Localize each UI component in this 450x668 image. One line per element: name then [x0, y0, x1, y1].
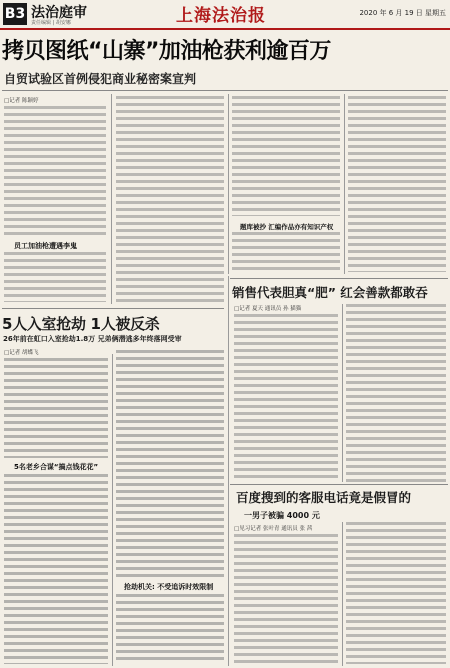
lead-subhead: 员工加油枪遭遇李鬼 — [14, 242, 77, 250]
lead-column-4 — [348, 96, 446, 272]
story-two-subheadline: 26年前在虹口入室抢劫1.8万 兄弟俩潜逃多年终落网受审 — [3, 335, 182, 343]
story-two-column-1b — [4, 474, 108, 664]
sidebar-title: 题库被抄 汇编作品亦有知识产权 — [240, 223, 334, 231]
story-two-subhead-1: 5名老乡合谋“搞点钱花花” — [14, 463, 99, 471]
lead-column-3b — [232, 232, 340, 272]
lead-column-1 — [4, 106, 106, 236]
lead-column-3 — [232, 96, 340, 216]
lead-column-1b — [4, 252, 106, 302]
story-two-subhead-2: 抢劫机关: 不受追诉时效限制 — [124, 583, 214, 591]
story-two-column-2b — [116, 594, 224, 664]
story-two-column-2 — [116, 350, 224, 578]
story-four-column-1 — [234, 534, 338, 664]
story-four-byline: □见习记者 张叶青 通讯员 张 茜 — [234, 526, 313, 532]
story-three-byline: □记者 夏天 通讯员 孙 猫猫 — [234, 306, 302, 312]
lead-byline: □记者 陈颖婷 — [4, 98, 39, 104]
page-number: B3 — [3, 3, 27, 25]
lead-headline: 拷贝图纸“山寨”加油枪获利逾百万 — [2, 39, 331, 64]
story-three-column-2 — [346, 304, 446, 482]
lead-subheadline: 自贸试验区首例侵犯商业秘密案宣判 — [4, 72, 197, 86]
newspaper-logo: 上海法治报 — [176, 6, 266, 26]
section-editor: 责任编辑 | 胡安娜 — [31, 20, 71, 26]
section-title: 法治庭审 — [31, 5, 87, 21]
story-four-subheadline: 一男子被骗 4000 元 — [244, 511, 320, 520]
issue-date: 2020 年 6 月 19 日 星期五 — [359, 9, 446, 17]
story-two-headline: 5人入室抢劫 1人被反杀 — [2, 315, 160, 333]
story-four-headline: 百度搜到的客服电话竟是假冒的 — [236, 490, 412, 505]
story-three-headline: 销售代表胆真“肥” 红会善款都敢吞 — [232, 285, 428, 300]
story-four-column-2 — [346, 522, 446, 664]
lead-separator — [2, 90, 448, 91]
story-two-byline: □记者 胡蝶飞 — [4, 350, 39, 356]
lead-column-2 — [116, 96, 224, 304]
masthead — [0, 0, 450, 30]
story-two-column-1 — [4, 358, 108, 458]
masthead-rule — [0, 28, 450, 30]
story-three-column-1 — [234, 314, 338, 482]
